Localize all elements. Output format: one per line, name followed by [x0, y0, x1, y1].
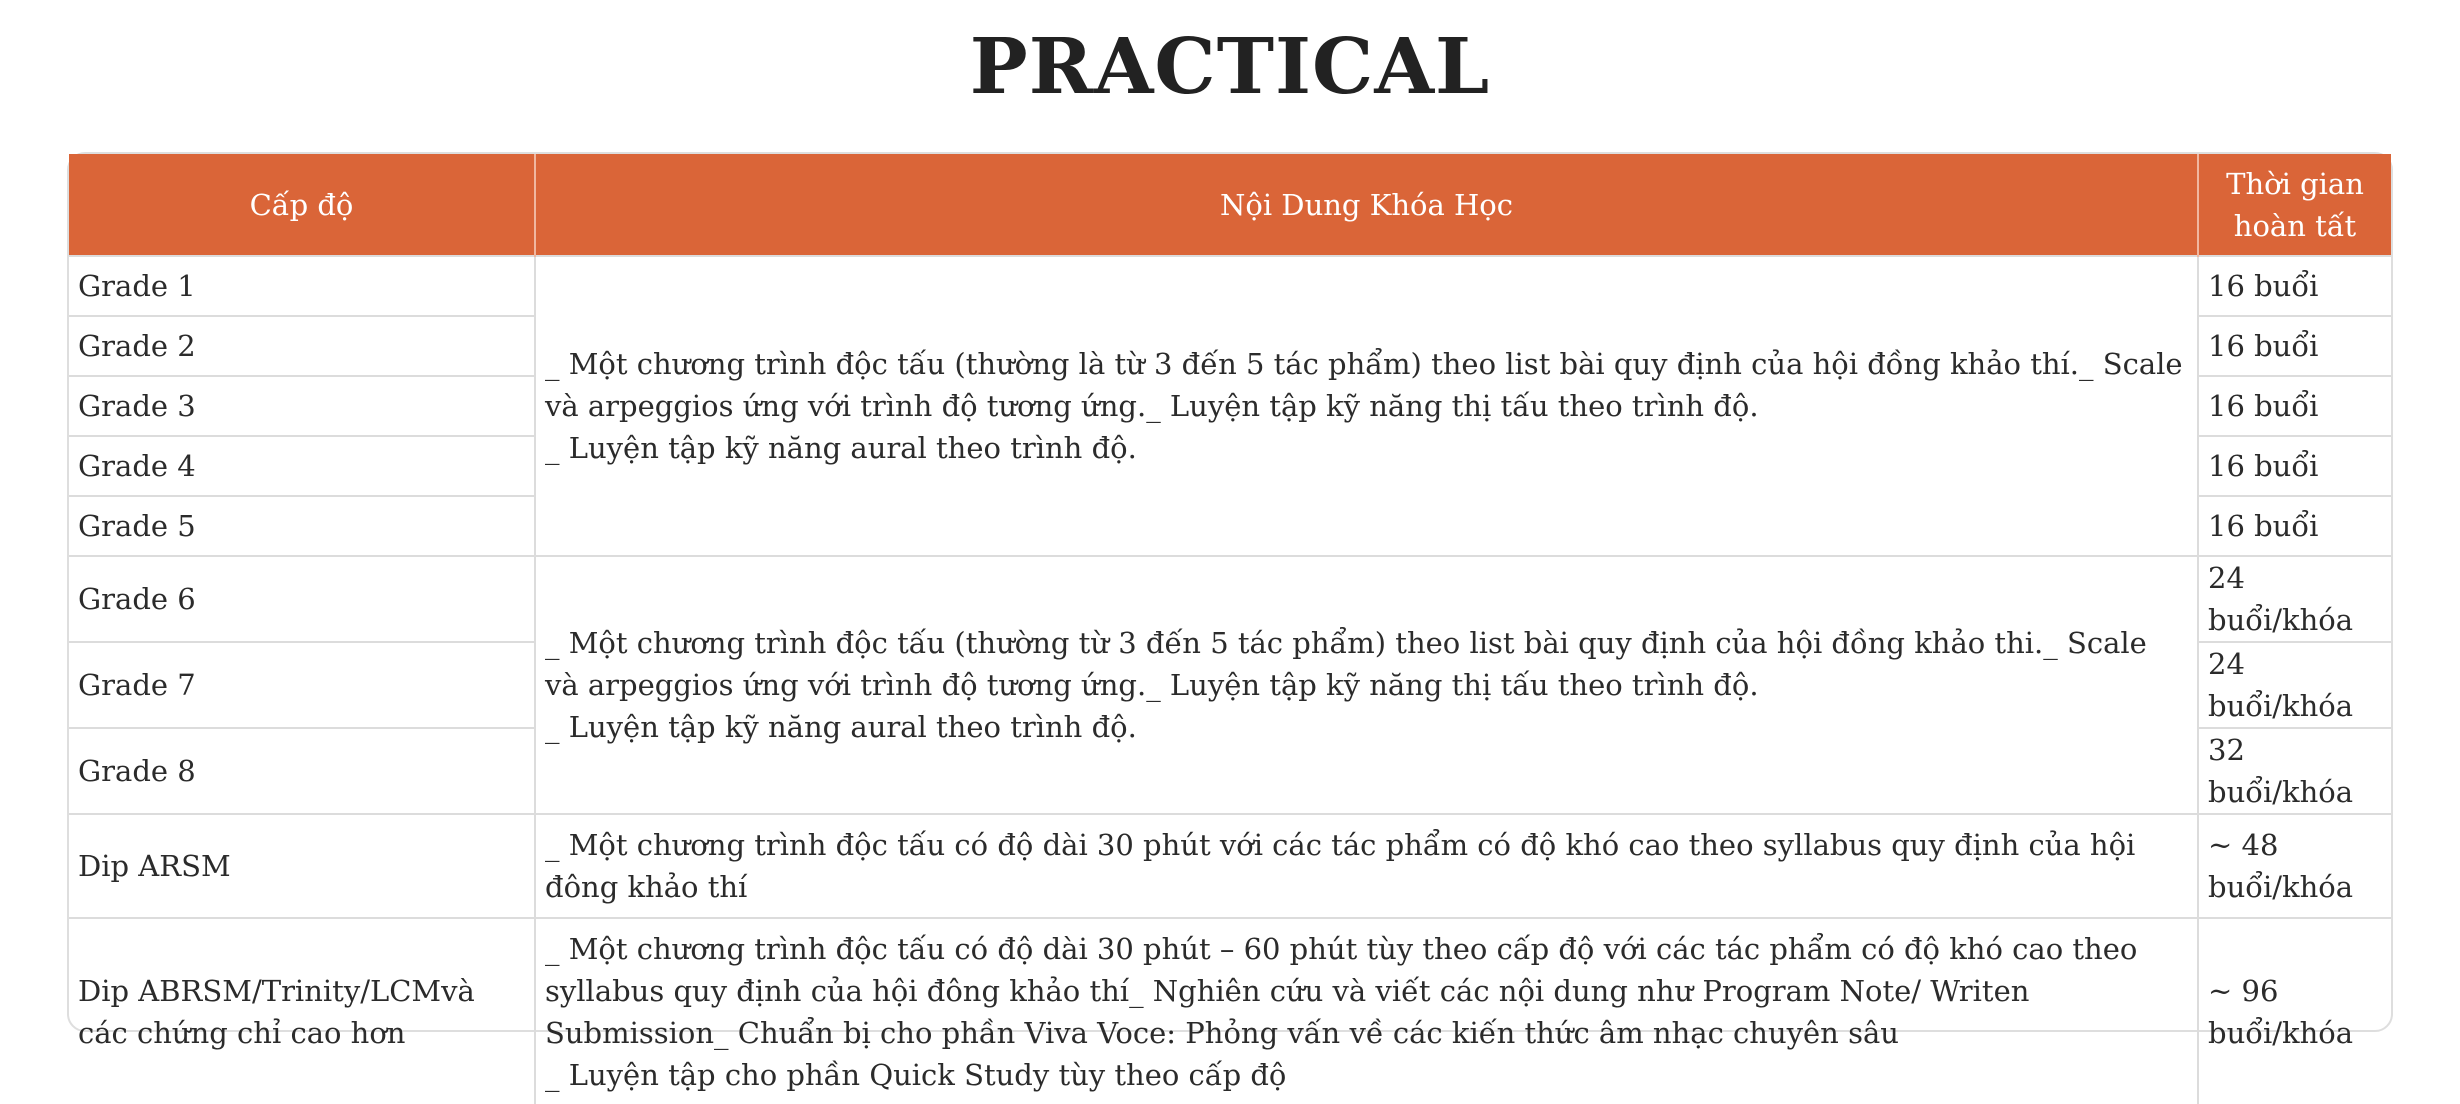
duration-cell: 16 buổi: [2198, 376, 2391, 436]
table-header-row: [69, 154, 2391, 256]
table-row: [69, 556, 2391, 642]
content-paragraph: _ Một chương trình độc tấu có độ dài 30 phút – 60 phút tùy theo cấp độ với các tác phẩm có độ khó cao theo syllabus quy định của hội đông khảo thí_ Nghiên cứu và viết các nội dung như Program Note/ Writen Submission_ Chuẩn bị cho phần Viva Voce: Phỏng vấn về các kiến thức âm nhạc chuyên sâu: [545, 931, 2138, 1050]
header-duration-line2: hoàn tất: [2233, 208, 2357, 243]
level-cell: Grade 1: [69, 256, 535, 316]
header-level: Cấp độ: [69, 154, 535, 256]
level-cell: Grade 3: [69, 376, 535, 436]
duration-cell: 16 buổi: [2198, 256, 2391, 316]
level-cell: Dip ARSM: [69, 814, 535, 918]
duration-cell: 32 buổi/khóa: [2198, 728, 2391, 814]
duration-cell: ~ 48 buổi/khóa: [2198, 814, 2391, 918]
content-cell-grade-6-8: [535, 556, 2198, 814]
header-duration: [2198, 154, 2391, 256]
practical-table: [67, 152, 2393, 1092]
content-paragraph: _ Luyện tập kỹ năng aural theo trình độ.: [545, 710, 1137, 744]
level-cell: Grade 2: [69, 316, 535, 376]
content-paragraph: _ Một chương trình độc tấu có độ dài 30 phút với các tác phẩm có độ khó cao theo syllabus quy định của hội đông khảo thí: [545, 828, 2136, 904]
duration-cell: 24 buổi/khóa: [2198, 556, 2391, 642]
duration-cell: 16 buổi: [2198, 436, 2391, 496]
duration-cell: 16 buổi: [2198, 316, 2391, 376]
table-row: [69, 814, 2391, 918]
header-content: Nội Dung Khóa Học: [535, 154, 2198, 256]
content-paragraph: _ Luyện tập kỹ năng aural theo trình độ.: [545, 431, 1137, 465]
level-cell: Grade 8: [69, 728, 535, 814]
content-paragraph: _ Một chương trình độc tấu (thường từ 3 đến 5 tác phẩm) theo list bài quy định của hội đồng khảo thi._ Scale và arpeggios ứng với trình độ tương ứng._ Luyện tập kỹ năng thị tấu theo trình độ.: [545, 626, 2147, 702]
content-cell-grade-1-5: [535, 256, 2198, 556]
header-duration-line1: Thời gian: [2226, 166, 2364, 201]
content-paragraph: _ Luyện tập cho phần Quick Study tùy theo cấp độ: [545, 1057, 1287, 1092]
table-row: [69, 918, 2391, 1104]
level-cell: Grade 5: [69, 496, 535, 556]
content-cell-dip-arsm: [535, 814, 2198, 918]
duration-cell: 24 buổi/khóa: [2198, 642, 2391, 728]
level-cell: Grade 7: [69, 642, 535, 728]
duration-cell: 16 buổi: [2198, 496, 2391, 556]
page-title: PRACTICAL: [969, 22, 1491, 112]
content-cell-dip-abrsm: [535, 918, 2198, 1104]
content-paragraph: _ Một chương trình độc tấu (thường là từ 3 đến 5 tác phẩm) theo list bài quy định của hội đồng khảo thí._ Scale và arpeggios ứng với trình độ tương ứng._ Luyện tập kỹ năng thị tấu theo trình độ.: [545, 347, 2183, 423]
table-row: [69, 256, 2391, 316]
level-cell: Grade 4: [69, 436, 535, 496]
level-cell: Grade 6: [69, 556, 535, 642]
course-table: [69, 154, 2391, 1104]
duration-cell: ~ 96 buổi/khóa: [2198, 918, 2391, 1104]
level-cell: Dip ABRSM/Trinity/LCMvà các chứng chỉ cao hơn: [69, 918, 535, 1104]
